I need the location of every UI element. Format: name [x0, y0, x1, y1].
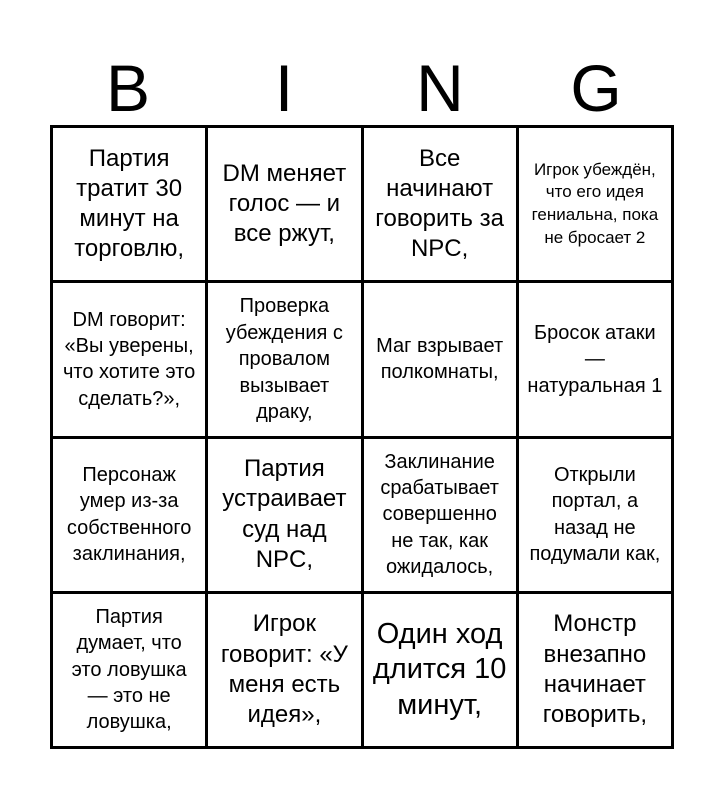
bingo-cell-r3c3[interactable]: Заклинание срабатывает совершенно не так, как ожидалось,	[364, 439, 516, 591]
bingo-cell-r4c4[interactable]: Монстр внезапно начинает говорить,	[519, 594, 671, 746]
bingo-cell-r3c2[interactable]: Партия устраивает суд над NPC,	[208, 439, 360, 591]
bingo-cell-r1c3[interactable]: Все начинают говорить за NPC,	[364, 128, 516, 280]
header-letter-n: N	[416, 51, 464, 125]
bingo-board	[50, 125, 674, 749]
header-letter-g: G	[570, 51, 622, 125]
bingo-cell-r4c3[interactable]: Один ход длится 10 минут,	[364, 594, 516, 746]
bingo-cell-r2c4[interactable]: Бросок атаки — натуральная 1	[519, 283, 671, 435]
bingo-cell-r1c4[interactable]: Игрок убеждён, что его идея гениальна, пока не бросает 2	[519, 128, 671, 280]
bingo-cell-r3c1[interactable]: Персонаж умер из-за собственного заклинания,	[53, 439, 205, 591]
bingo-header	[50, 52, 674, 124]
header-letter-b: B	[105, 51, 151, 125]
bingo-cell-r4c1[interactable]: Партия думает, что это ловушка — это не ловушка,	[53, 594, 205, 746]
bingo-cell-r1c2[interactable]: DM меняет голос — и все ржут,	[208, 128, 360, 280]
header-letter-i: I	[274, 51, 294, 125]
bingo-cell-r2c1[interactable]: DM говорит: «Вы уверены, что хотите это сделать?»,	[53, 283, 205, 435]
bingo-cell-r1c1[interactable]: Партия тратит 30 минут на торговлю,	[53, 128, 205, 280]
bingo-cell-r2c3[interactable]: Маг взрывает полкомнаты,	[364, 283, 516, 435]
bingo-cell-r2c2[interactable]: Проверка убеждения с провалом вызывает драку,	[208, 283, 360, 435]
bingo-cell-r3c4[interactable]: Открыли портал, а назад не подумали как,	[519, 439, 671, 591]
bingo-cell-r4c2[interactable]: Игрок говорит: «У меня есть идея»,	[208, 594, 360, 746]
